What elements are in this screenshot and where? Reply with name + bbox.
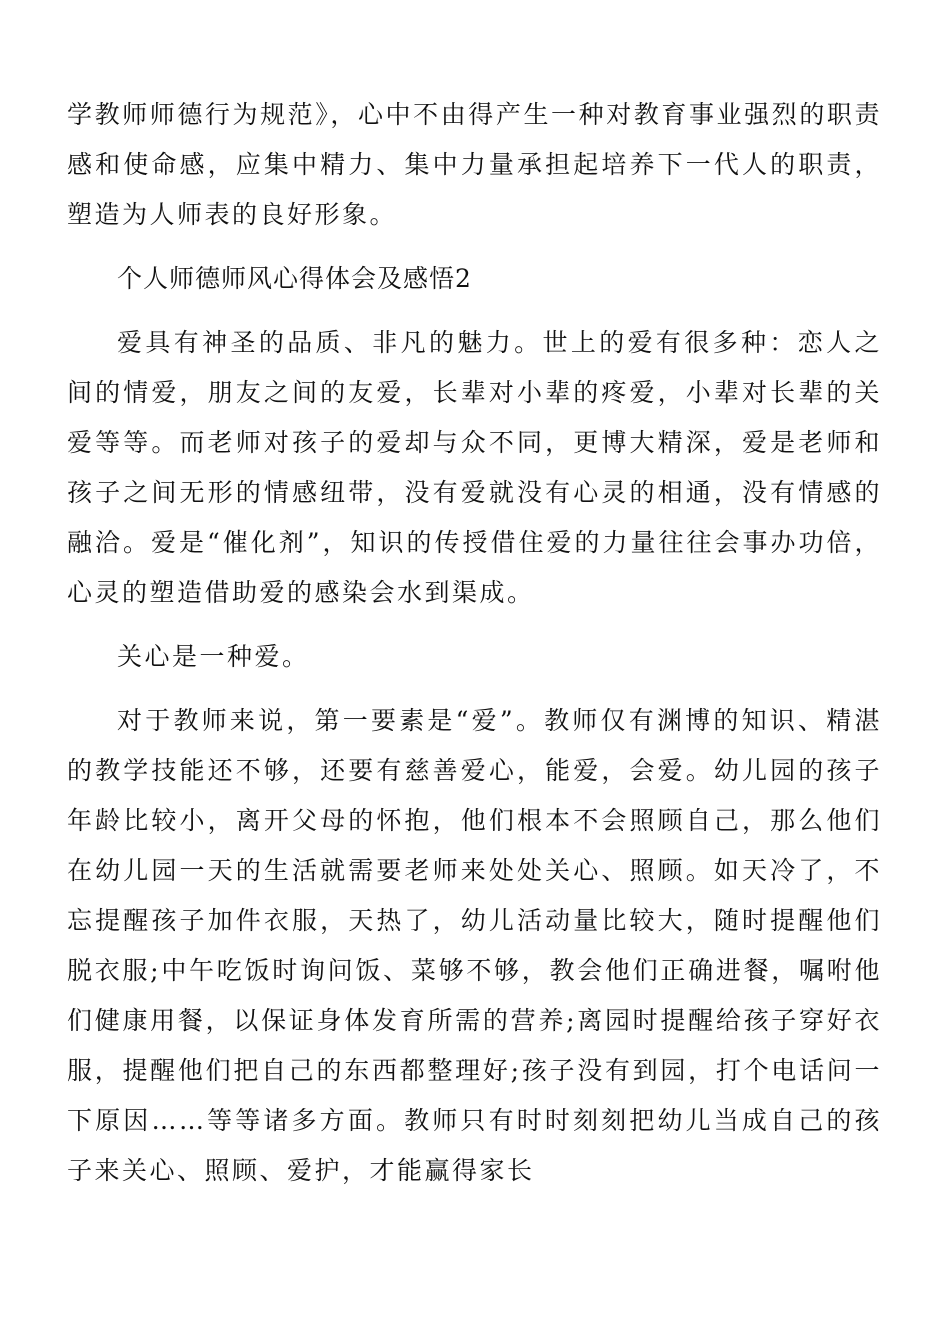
paragraph: 对于教师来说，第一要素是“爱”。教师仅有渊博的知识、精湛的教学技能还不够，还要有慈善爱心，能爱，会爱。幼儿园的孩子年龄比较小，离开父母的怀抱，他们根本不会照顾自己，那么他们在幼儿园一天的生活就需要老师来处处关心、照顾。如天冷了，不忘提醒孩子加件衣服，天热了，幼儿活动量比较大，随时提醒他们脱衣服;中午吃饭时询问饭、菜够不够，教会他们正确进餐，嘱咐他们健康用餐，以保证身体发育所需的营养;离园时提醒给孩子穿好衣服，提醒他们把自己的东西都整理好;孩子没有到园，打个电话问一下原因……等等诸多方面。教师只有时时刻刻把幼儿当成自己的孩子来关心、照顾、爱护，才能赢得家长	[67, 706, 882, 1185]
section-heading: 个人师德师风心得体会及感悟2	[117, 264, 472, 293]
document-body	[67, 90, 882, 1210]
paragraph-continued: 学教师师德行为规范》，心中不由得产生一种对教育事业强烈的职责感和使命感，应集中精力、集中力量承担起培养下一代人的职责，塑造为人师表的良好形象。	[67, 100, 882, 229]
paragraph: 关心是一种爱。	[117, 642, 310, 671]
paragraph: 爱具有神圣的品质、非凡的魅力。世上的爱有很多种：恋人之间的情爱，朋友之间的友爱，长辈对小辈的疼爱，小辈对长辈的关爱等等。而老师对孩子的爱却与众不同，更博大精深，爱是老师和孩子之间无形的情感纽带，没有爱就没有心灵的相通，没有情感的融洽。爱是“催化剂”，知识的传授借住爱的力量往往会事办功倍，心灵的塑造借助爱的感染会水到渠成。	[67, 328, 882, 607]
